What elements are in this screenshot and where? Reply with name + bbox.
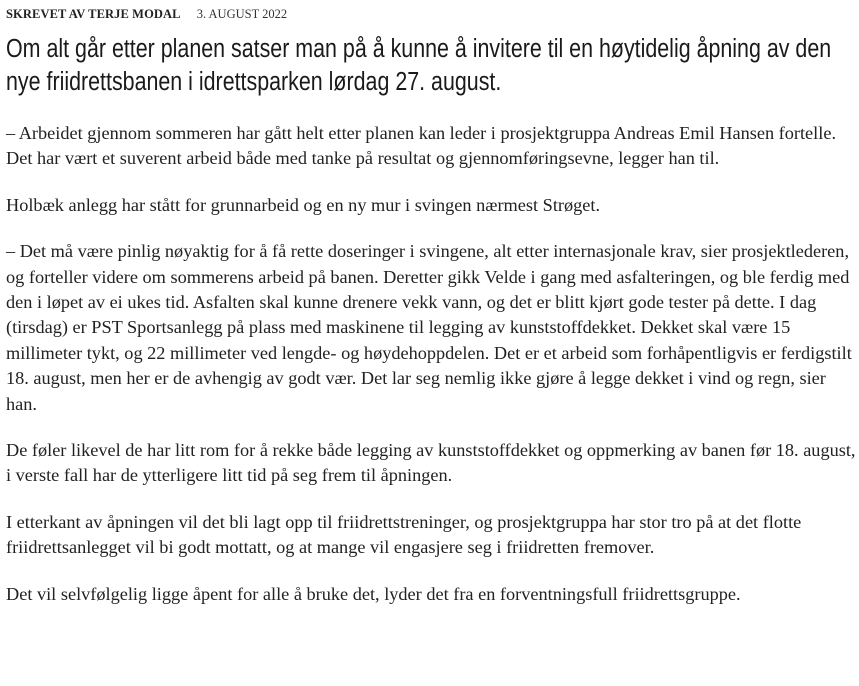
paragraph: De føler likevel de har litt rom for å rekke både legging av kunststoffdekket og oppmerking av banen før 18. august, i verste fall har de ytterligere litt tid på seg frem til åpningen. <box>6 440 856 486</box>
article-headline: Om alt går etter planen satser man på å kunne å invitere til en høytidelig åpning av den nye friidrettsbanen i idrettsparken lørdag 27. august. <box>6 35 832 96</box>
article <box>6 4 856 628</box>
author-byline[interactable]: SKREVET AV TERJE MODAL <box>6 7 181 21</box>
paragraph: Det vil selvfølgelig ligge åpent for alle å bruke det, lyder det fra en forventningsfull friidrettsgruppe. <box>6 583 741 604</box>
paragraph: – Det må være pinlig nøyaktig for å få rette doseringer i svingene, alt etter internasjonale krav, sier prosjektlederen, og forteller videre om sommerens arbeid på banen. Deretter gikk Velde i gang med asfalteringen, og ble ferdig med den i løpet av ei ukes tid. Asfalten skal kunne drenere vekk vann, og det er blitt kjørt gode tester på dette. I dag (tirsdag) er PST Sportsanlegg på plass med maskinene til legging av kunststoffdekket. Dekket skal være 15 millimeter tykt, og 22 millimeter ved lengde- og høydehoppdelen. Det er et arbeid som forhåpentligvis er ferdigstilt 18. august, men her er de avhengig av godt vær. Det lar seg nemlig ikke gjøre å legge dekket i vind og regn, sier han. <box>6 241 852 414</box>
paragraph: Holbæk anlegg har stått for grunnarbeid og en ny mur i svingen nærmest Strøget. <box>6 194 601 215</box>
article-meta <box>6 4 856 24</box>
publish-date: 3. AUGUST 2022 <box>196 7 288 21</box>
paragraph: – Arbeidet gjennom sommeren har gått helt etter planen kan leder i prosjektgruppa Andreas Emil Hansen fortelle. Det har vært et suverent arbeid både med tanke på resultat og gjennomføringsevne, legger han til. <box>6 123 837 169</box>
paragraph: I etterkant av åpningen vil det bli lagt opp til friidrettstreninger, og prosjektgruppa har stor tro på at det flotte friidrettsanlegget vil bi godt mottatt, og at mange vil engasjere seg i friidretten fremover. <box>6 511 802 558</box>
article-body <box>6 121 856 607</box>
